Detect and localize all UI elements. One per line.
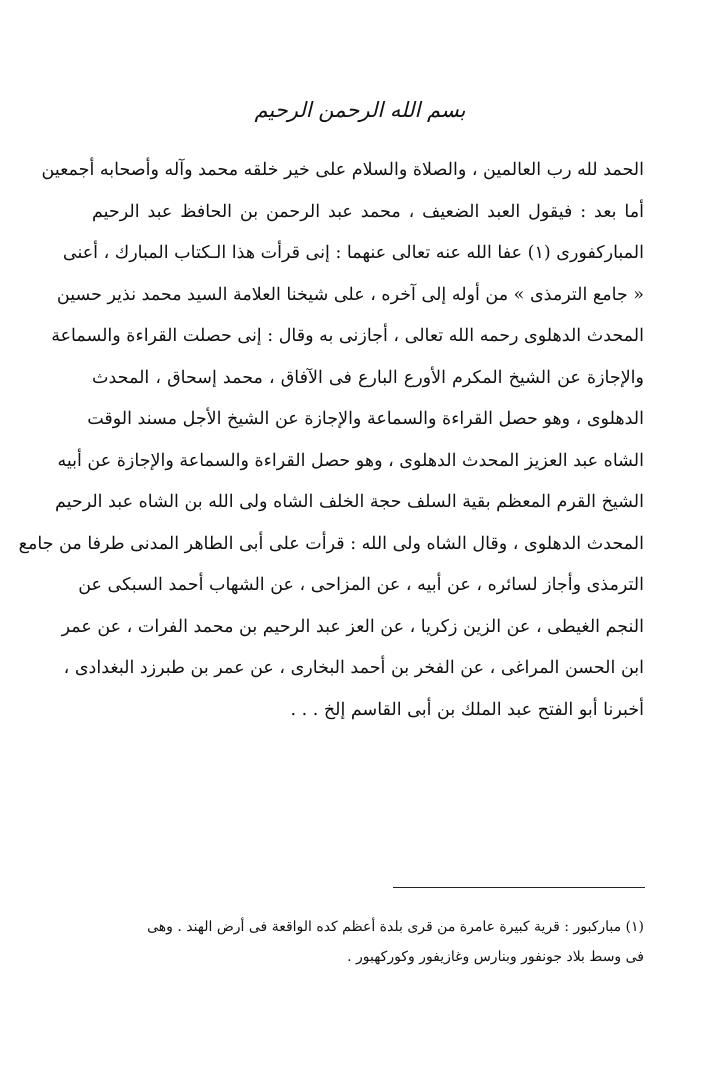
text-line: الشيخ القرم المعظم بقية السلف حجة الخلف الشاه ولى الله بن الشاه عبد الرحيم [54,492,644,512]
text-line: المباركفورى (١) عفا الله عنه تعالى عنهما : إنى قرأت هذا الـكتاب المبارك ، أعنى [62,243,644,263]
footnote [92,912,644,972]
text-line: أما بعد : فيقول العبد الضعيف ، محمد عبد الرحمن بن الحافظ عبد الرحيم [92,201,644,222]
text-line: ابن الحسن المراغى ، عن الفخر بن أحمد البخارى ، عن عمر بن طبرزد البغدادى ، [63,658,644,678]
basmala-heading: بسم الله الرحمن الرحيم [254,98,466,122]
text-line: « جامع الترمذى » من أوله إلى آخره ، على شيخنا العلامة السيد محمد نذير حسين [56,284,644,305]
text-line: والإجازة عن الشيخ المكرم الأورع البارع فى الآفاق ، محمد إسحاق ، المحدث [92,367,644,388]
footnote-divider [393,887,645,888]
footnote-line: فى وسط بلاد جونفور وبنارس وغازيفور وكوركهبور . [347,949,644,965]
text-line: المحدث الدهلوى رحمه الله تعالى ، أجازنى به وقال : إنى حصلت القراءة والسماعة [51,326,644,346]
text-line: الشاه عبد العزيز المحدث الدهلوى ، وهو حصل القراءة والسماعة والإجازة عن أبيه [57,450,644,471]
text-line: الحمد لله رب العالمين ، والصلاة والسلام على خير خلقه محمد وآله وأصحابه أجمعين [41,160,644,180]
text-line: الترمذى وأجاز لسائره ، عن أبيه ، عن المزاحى ، عن الشهاب أحمد السبكى عن [78,575,644,595]
main-text [18,150,644,731]
text-line: النجم الغيطى ، عن الزين زكريا ، عن العز عبد الرحيم بن محمد الفرات ، عن عمر [61,616,644,637]
text-line: أخبرنا أبو الفتح عبد الملك بن أبى القاسم إلخ . . . [290,699,644,720]
text-line: المحدث الدهلوى ، وقال الشاه ولى الله : قرأت على أبى الطاهر المدنى طرفا من جامع [18,533,644,554]
text-line: الدهلوى ، وهو حصل القراءة والسماعة والإجازة عن الشيخ الأجل مسند الوقت [87,409,644,429]
footnote-line: (١) مباركبور : قرية كبيرة عامرة من قرى بلدة أعظم كده الواقعة فى أرض الهند . وهى [147,919,644,935]
